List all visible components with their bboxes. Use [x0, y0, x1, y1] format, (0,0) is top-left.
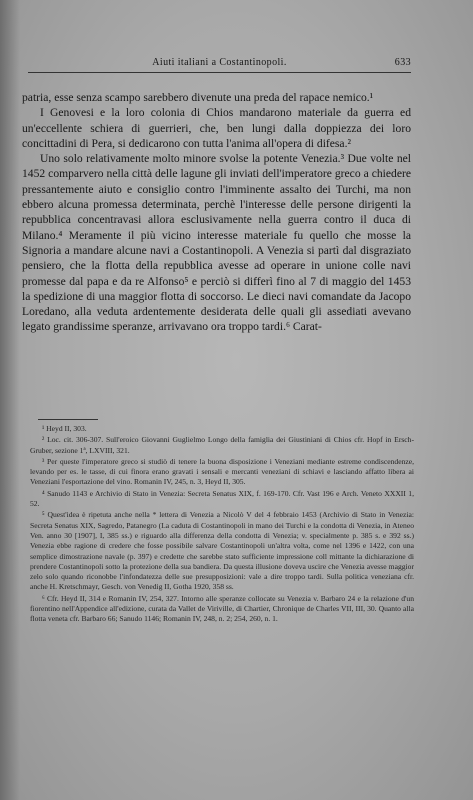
paragraph: I Genovesi e la loro colonia di Chios mandarono materiale da guerra ed un'eccellente schiera di guerrieri, che, ben lungi dalla doppiezza dei loro concittadini di Pera, si dedicarono con tutta l'anima all'opera di difesa.² — [22, 106, 411, 150]
paragraph: Uno solo relativamente molto minore svolse la potente Venezia.³ Due volte nel 1452 comparvero nella città delle lagune gli inviati dell'imperatore greco a chiedere pressantemente aiuto e consiglio contro l'imminente assalto dei Turchi, ma non ebbero alcuna promessa determinata, perchè l'interesse delle persone dirigenti la repubblica concentravasi allora esclusivamente nella guerra contro il duca di Milano.⁴ Meramente il più vicino interesse materiale fu quello che mosse la Signoria a mandare alcune navi a Costantinopoli. A Venezia si partì dal disgraziato pensiero, che la flotta della repubblica avesse ad operare in unione colle navi promesse dal papa e da re Alfonso⁵ e perciò si differì fino al 7 di maggio del 1453 la spedizione di una maggior flotta di soccorso. Le dieci navi comandate da Jacopo Loredano, alla veduta ardentemente desiderata delle quali gli assediati avevano legato grandissime speranze, arrivavano ora troppo tardi.⁶ Carat- — [22, 152, 411, 334]
footnote: ² Loc. cit. 306-307. Sull'eroico Giovanni Guglielmo Longo della famiglia dei Giustiniani di Chios cfr. Hopf in Ersch-Gruber, sezione 1ª, LXVIII, 321. — [30, 435, 414, 455]
footnote: ⁶ Cfr. Heyd II, 314 e Romanin IV, 254, 327. Intorno alle speranze collocate su Venezia v. Barbaro 24 e la relazione d'un fiorentino nell'Appendice all'edizione, curata da Vallet de Viriville, di Chartier, Chronique de Charles VII, III, 30. Quanto alla flotta veneta cfr. Barbaro 66; Sanudo 1146; Romanin IV, 248, n. 2; 254, 260, n. 1. — [30, 593, 414, 624]
paragraph: patria, esse senza scampo sarebbero divenute una preda del rapace nemico.¹ — [22, 91, 374, 104]
page-number: 633 — [394, 57, 411, 68]
footnote: ³ Per queste l'imperatore greco si studiò di tenere la buona disposizione i Veneziani mediante estreme condiscendenze, levando per es. le tasse, di cui finora erano gravati i sensali e mercanti veneziani di schiavi e lasciando affatto libera ai Veneziani l'esportazione del vino. Romanin IV, 245, n. 3, Heyd II, 305. — [30, 456, 414, 487]
running-title: Aiuti italiani a Costantinopoli. — [152, 57, 287, 68]
footnote: ¹ Heyd II, 303. — [42, 424, 87, 433]
footnote: ⁵ Quest'idea è ripetuta anche nella * lettera di Venezia a Nicolò V del 4 febbraio 1453 (Archivio di Stato in Venezia: Secreta Senatus XIX, Sagredo, Patanegro (La caduta di Costantinopoli in mano dei Turchi e la condotta di Venezia, in Ateneo Ven. anno 30 [1907], I, 385 ss.) e riguardo alla differenza della condotta di Venezia; v. specialmente p. 385 s. e 392 ss.) Venezia ebbe ragione di credere che fosse possibile salvare Costantinopoli un'altra volta, come nel 1396 e 1422, con una semplice dimostrazione navale (p. 397) e credette che sarebbe stato sufficiente impressione coll mittante la dichiarazione di prendere Costantinopoli sotto la protezione della sua bandiera. Da questa illusione doveva uscire che Venezia avesse maggior zelo solo quando riconobbe l'infondatezza delle sue presupposizioni: vale a dire troppo tardi. Sulla politica veneziana cfr. anche H. Kretschmayr, Gesch. von Venedig II, Gotha 1920, 358 ss. — [30, 510, 414, 592]
footnotes — [30, 424, 414, 626]
page-header — [28, 57, 411, 73]
main-text — [22, 90, 411, 335]
header-rule — [28, 72, 411, 73]
footnote: ⁴ Sanudo 1143 e Archivio di Stato in Venezia: Secreta Senatus XIX, f. 169-170. Cfr. Vast 196 e Arch. Veneto XXXII 1, 52. — [30, 488, 414, 509]
footnote-rule — [38, 419, 98, 420]
